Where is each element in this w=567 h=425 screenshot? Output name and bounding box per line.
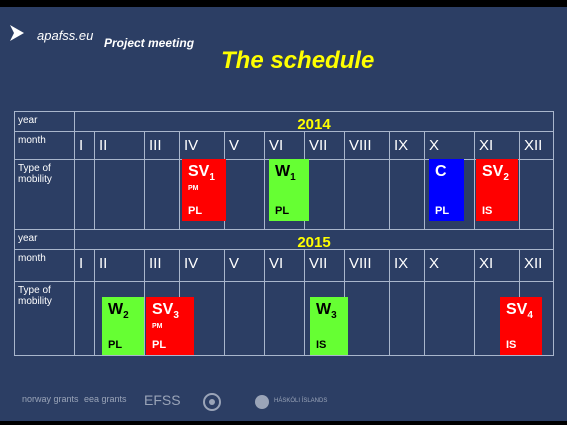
month-name: XI [479,137,494,154]
month-name: IV [184,255,199,272]
mobility-code: $W_1$ [275,163,296,184]
mobility-cell [144,160,179,230]
mobility-index: 1 [290,172,296,184]
month-name: VI [269,255,284,272]
efss-logo: EFSS [144,392,181,408]
month-name: IX [394,255,409,272]
month-cell-iv [179,250,224,282]
mobility-index: 2 [503,172,509,184]
year-row-2015 [14,229,554,250]
year-label-cell [14,230,74,250]
month-name: VIII [349,255,372,272]
month-cell-iv [179,132,224,160]
meeting-label: Project meeting [104,36,195,50]
mobility-label-cell [14,160,74,230]
month-cell-xi [474,250,519,282]
mobility-block [310,297,348,355]
mobility-index: 3 [173,310,179,322]
month-name: VII [309,255,328,272]
top-frame [0,0,567,7]
mobility-country: PL [152,339,167,351]
month-cell-v [224,132,264,160]
month-cell-ii [94,250,144,282]
mobility-cell [74,282,94,355]
mobility-label-cell [14,282,74,355]
mobility-code: $SV_2$ [482,163,509,184]
month-name: IV [184,137,199,154]
year-row-2014 [14,111,554,132]
month-label: month [18,135,46,146]
month-cell-ix [389,250,424,282]
mobility-cell [224,282,264,355]
brand-site [37,28,93,43]
month-cell-vii [304,250,344,282]
mobility-country: IS [316,339,327,351]
mobility-block [102,297,144,355]
footer-logos [22,392,542,416]
month-name: VII [309,137,328,154]
mobility-cell [344,282,389,355]
mobility-sub-label: PM [152,323,163,330]
month-label: month [18,253,46,264]
year-label: year [18,115,38,126]
page-title: The schedule [221,47,375,74]
mobility-sub-label: PM [188,185,199,192]
month-row-2014 [14,131,554,160]
month-name: VIII [349,137,372,154]
mobility-country: PL [275,205,290,217]
year-value-cell [74,112,554,132]
mobility-cell [94,160,144,230]
month-name: II [99,137,108,154]
month-cell-ix [389,132,424,160]
crest-icon [202,392,222,412]
mobility-index: 1 [209,172,215,184]
mobility-country: IS [506,339,517,351]
month-name: VI [269,137,284,154]
month-name: I [79,137,84,154]
mobility-code: $SV_1$ [188,163,215,184]
mobility-block [182,159,226,221]
bottom-frame [0,421,567,425]
mobility-block [500,297,542,355]
month-cell-xi [474,132,519,160]
month-name: XII [524,255,543,272]
month-cell-vi [264,132,304,160]
year-label-cell [14,112,74,132]
month-cell-viii [344,132,389,160]
mobility-code: $SV_3$ [152,301,179,322]
month-cell-vii [304,132,344,160]
mobility-code: $SV_4$ [506,301,533,322]
month-name: XI [479,255,494,272]
month-cell-ii [94,132,144,160]
mobility-cell [519,160,554,230]
site-name: apafss.eu [37,28,94,43]
mobility-block [269,159,309,221]
mobility-country: PL [435,205,450,217]
mobility-row-2015 [14,281,554,356]
month-cell-i [74,250,94,282]
mobility-block [146,297,194,355]
month-name: XII [524,137,543,154]
month-cell-xii [519,250,554,282]
mobility-cell [389,282,424,355]
month-cell-x [424,132,474,160]
month-name: V [229,255,240,272]
month-name: X [429,255,440,272]
mobility-code: C [435,163,447,180]
month-name: III [149,137,162,154]
mobility-index: 3 [331,310,337,322]
mobility-country: PL [188,205,203,217]
mobility-index: 4 [527,310,533,322]
month-cell-iii [144,250,179,282]
mobility-cell [264,282,304,355]
month-cell-vi [264,250,304,282]
month-name: X [429,137,440,154]
mobility-cell [344,160,389,230]
month-cell-viii [344,250,389,282]
mobility-label: Type of mobility [18,285,52,307]
eea-grants-logo: eea grants [84,394,127,404]
mobility-block [429,159,464,221]
year-value-cell [74,230,554,250]
mobility-cell [224,160,264,230]
mobility-cell [304,160,344,230]
mobility-cell [389,160,424,230]
year-label: year [18,233,38,244]
month-cell-iii [144,132,179,160]
year-value: 2014 [297,116,331,133]
chevron-right-icon [10,25,24,41]
month-name: V [229,137,240,154]
mobility-label: Type of mobility [18,163,52,185]
month-name: II [99,255,108,272]
mobility-country: PL [108,339,123,351]
mobility-code: $W_2$ [108,301,129,322]
month-name: III [149,255,162,272]
mobility-country: IS [482,205,493,217]
year-value: 2015 [297,234,331,251]
month-row-2015 [14,249,554,282]
month-cell-xii [519,132,554,160]
month-cell-v [224,250,264,282]
month-name: IX [394,137,409,154]
mobility-cell [424,282,474,355]
month-name: I [79,255,84,272]
mobility-code: $W_3$ [316,301,337,322]
mobility-cell [74,160,94,230]
mobility-block [476,159,518,221]
month-cell-x [424,250,474,282]
month-label-cell [14,250,74,282]
mobility-index: 2 [123,310,129,322]
university-logo-text: HÁSKÓLI ÍSLANDS [274,398,328,404]
university-seal-icon [254,394,270,410]
month-cell-i [74,132,94,160]
schedule-table [14,111,554,355]
norway-grants-logo: norway grants [22,394,79,404]
month-label-cell [14,132,74,160]
